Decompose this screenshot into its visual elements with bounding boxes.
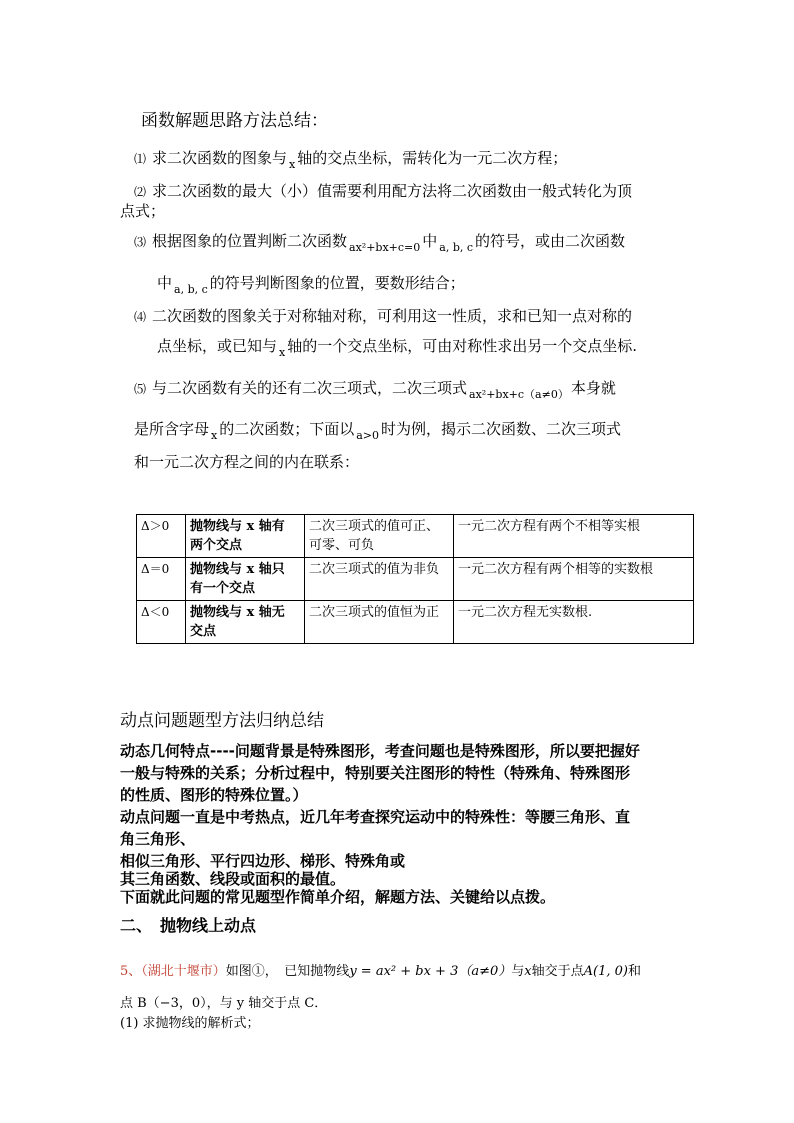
item-2-cont: 点式； [120,202,166,220]
table-cell: 一元二次方程无实数根. [454,601,694,644]
paragraph-line: 一般与特殊的关系；分析过程中，特别要关注图形的特性（特殊角、特殊图形 [120,764,631,782]
paragraph-line: 下面就此问题的常见题型作简单介绍，解题方法、关键给以点拨。 [120,888,556,906]
example-line-1: 5、（湖北十堰市）如图①， 已知抛物线y = ax² + bx + 3（a≠0）与x轴交于点A(1, 0)和 [120,964,641,979]
table-row [137,558,694,601]
item-4: ⑷ 二次函数的图象关于对称轴对称，可利用这一性质，求和已知一点对称的 [134,307,633,325]
section-title: 动点问题题型方法归纳总结 [120,711,324,731]
example-source: （湖北十堰市） [141,964,226,979]
table-cell: Δ＝0 [137,558,186,601]
table-cell: 二次三项式的值为非负 [305,558,454,601]
paragraph-line: 角三角形、 [120,830,196,848]
example-number: 5、 [120,964,142,979]
item-3: ⑶ 根据图象的位置判断二次函数 $_{ax^2+bx+c=0}$ 中 $_{a, b, c}$ 的符号，或由二次函数 [134,232,626,254]
item-number: ⑶ [134,235,147,249]
paragraph-line: 相似三角形、平行四边形、梯形、特殊角或 [120,852,406,870]
table-cell: 二次三项式的值恒为正 [305,601,454,644]
table-cell: Δ＜0 [137,601,186,644]
paragraph-line: 的性质、图形的特殊位置。） [120,786,308,804]
paragraph-line: 其三角函数、线段或面积的最值。 [120,870,346,888]
item-5-cont: 是所含字母 $_x$ 的二次函数；下面以 $_{a>0}$ 时为例，揭示二次函数、二次三项式 [134,420,622,442]
item-5-cont2: 和一元二次方程之间的内在联系： [134,453,360,471]
table-cell: 抛物线与 x 轴只 有一个交点 [186,558,305,601]
table-cell: 抛物线与 x 轴无 交点 [186,601,305,644]
table-row [137,601,694,644]
item-2: ⑵ 求二次函数的最大（小）值需要利用配方法将二次函数由一般式转化为顶 [134,182,633,200]
item-4-cont: 点坐标，或已知与 $_x$ 轴的一个交点坐标，可由对称性求出另一个交点坐标. [157,337,638,359]
page-title: 函数解题思路方法总结： [141,111,328,131]
item-number: ⑵ [134,185,147,199]
item-number: ⑴ [134,152,147,166]
table-cell: Δ＞0 [137,515,186,558]
example-question-1: (1) 求抛物线的解析式； [120,1016,260,1031]
item-5: ⑸ 与二次函数有关的还有二次三项式，二次三项式 $_{ax^2+bx+c(a\ne 0)}$ 本身就 [134,379,616,401]
paragraph-line: 动态几何特点----问题背景是特殊图形，考查问题也是特殊图形，所以要把握好 [120,742,640,760]
paragraph-line: 动点问题一直是中考热点，近几年考查探究运动中的特殊性：等腰三角形、直 [120,808,631,826]
item-3-cont: 中 $_{a, b, c}$ 的符号判断图象的位置，要数形结合； [157,274,465,296]
table-cell: 二次三项式的值可正、 可零、可负 [305,515,454,558]
table-cell: 一元二次方程有两个相等的实数根 [454,558,694,601]
table-cell: 抛物线与 x 轴有 两个交点 [186,515,305,558]
table-row [137,515,694,558]
item-number: ⑷ [134,310,147,324]
item-1: ⑴ 求二次函数的图象与 $_x$ 轴的交点坐标，需转化为一元二次方程； [134,149,568,171]
relation-table [136,514,694,644]
subsection-title: 二、 抛物线上动点 [120,916,257,935]
table-cell: 一元二次方程有两个不相等实根 [454,515,694,558]
item-number: ⑸ [134,382,147,396]
example-line-2: 点 B（−3，0），与 y 轴交于点 C． [120,996,328,1011]
